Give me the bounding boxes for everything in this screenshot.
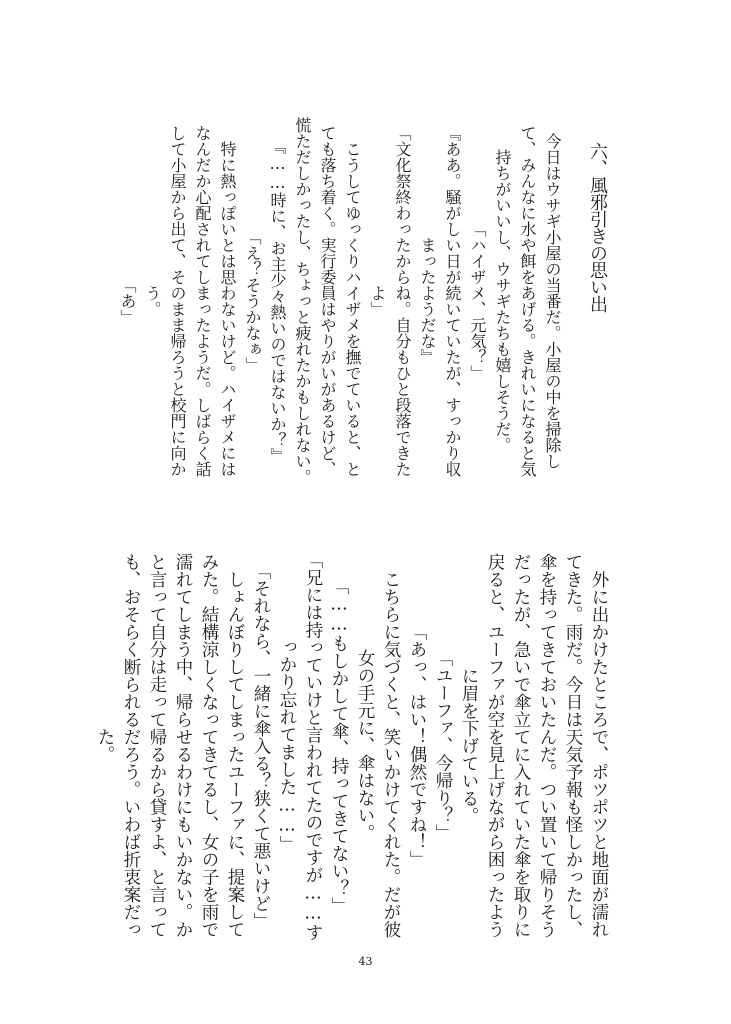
text-line: 「ユーファ、今帰り？」 — [433, 649, 453, 842]
text-line: 「え？そうかなぁ」 — [243, 229, 262, 373]
text-line: た。 — [95, 728, 115, 763]
text-line: て、みんなに水や餌をあげる。きれいになると気 — [518, 125, 537, 477]
text-line: 「あっ、はい！偶然ですね！」 — [407, 623, 427, 868]
text-line: と言って自分は走って帰るから貸すよ、と言って — [147, 553, 167, 938]
text-line: っかり忘れてました……」 — [277, 638, 297, 853]
text-line: 「あ」 — [118, 277, 137, 325]
text-line: みた。結構涼しくなってきてるし、女の子を雨で — [199, 553, 219, 938]
text-line: 『ああ。騒がしい日が続いていたが、すっかり収 — [443, 125, 462, 477]
text-line: 特に熱っぽいとは思わないけど。ハイザメには — [218, 125, 237, 477]
text-line: てきた。雨だ。今日は天気予報も怪しかったし、 — [563, 553, 583, 938]
text-line: 「それなら、一緒に傘入る？狭くて悪いけど」 — [251, 561, 271, 930]
text-line: 『……時に、お主少々熱いのではないか？』 — [268, 138, 287, 464]
text-line: 慌ただしかったし、ちょっと疲れたかもしれない。 — [293, 117, 312, 485]
text-line: う。 — [143, 285, 162, 317]
text-line: 傘を持ってきておいたんだ。つい置いて帰りそう — [537, 553, 557, 938]
page-number: 43 — [358, 955, 373, 968]
text-line: 「……もしかして傘、持ってきてない？」 — [329, 576, 349, 915]
text-line: 「兄には持っていけと言われてたのですが……す — [303, 550, 323, 941]
text-line: して小屋から出て、そのまま帰ろうと校門に向か — [168, 125, 187, 477]
text-line: に眉を下げている。 — [459, 666, 479, 825]
text-line: 持ちがいいし、ウサギたちも嬉しそうだ。 — [493, 149, 512, 453]
text-line: まったようだな』 — [418, 237, 437, 365]
text-line: ても落ち着く。実行委員はやりがいがあるけど、 — [318, 125, 337, 477]
text-line: こちらに気づくと、笑いかけてくれた。だが彼 — [381, 553, 401, 938]
text-line: 今日はウサギ小屋の当番だ。小屋の中を掃除し — [543, 133, 562, 469]
text-line: 外に出かけたところで、ポツポツと地面が濡れ — [589, 553, 609, 938]
text-line: も、おそらく断られるだろう。いわば折衷案だっ — [121, 553, 141, 938]
text-line: 女の手元に、傘はない。 — [355, 649, 375, 842]
text-line: 濡れてしまう中、帰らせるわけにもいかない。か — [173, 553, 193, 938]
text-line: なんだか心配されてしまったようだ。しばらく話 — [193, 125, 212, 477]
text-line: だったが、急いで傘立てに入れていた傘を取りに — [511, 553, 531, 938]
chapter-title: 六、風邪引きの思い出 — [587, 142, 608, 312]
text-line: しょんぼりしてしまったユーファに、提案して — [225, 553, 245, 938]
lower-text-block — [87, 548, 607, 943]
text-line: 「文化祭終わったからね。自分もひと段落できた — [393, 125, 412, 477]
upper-text-block — [110, 117, 562, 485]
text-line: 「ハイザメ、元気？」 — [468, 221, 487, 381]
text-line: 戻ると、ユーファが空を見上げながら困ったよう — [485, 553, 505, 938]
text-line: こうしてゆっくりハイザメを撫でていると、と — [343, 125, 362, 477]
text-line: よ」 — [368, 285, 387, 317]
